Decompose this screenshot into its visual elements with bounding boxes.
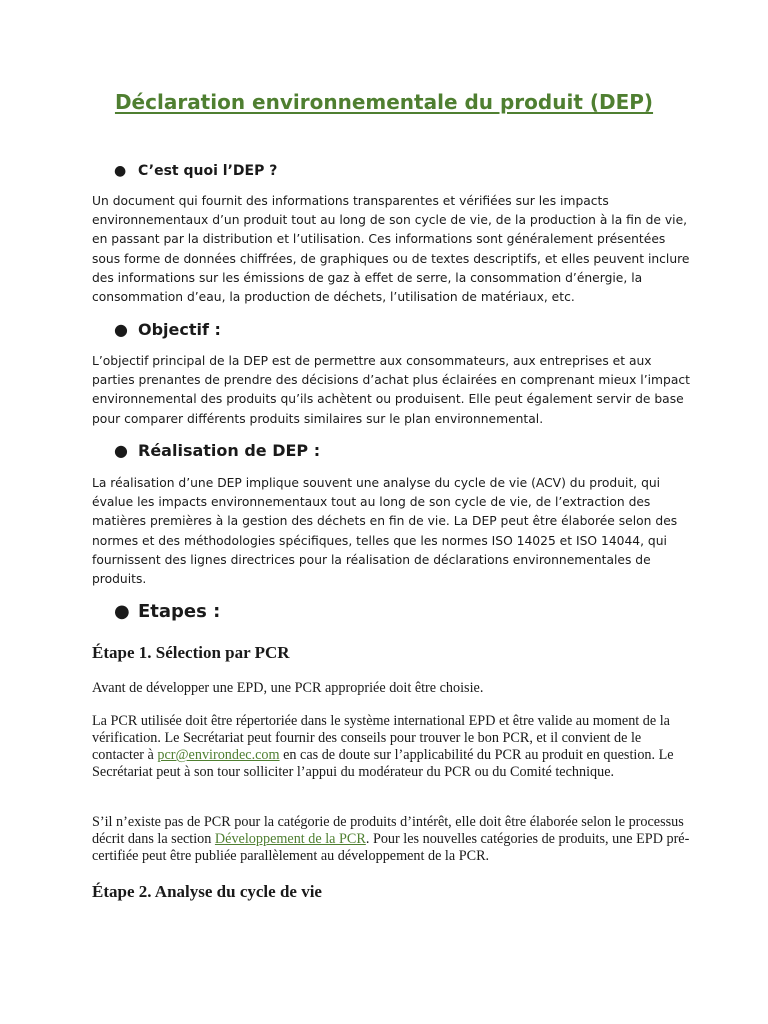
section-heading-realisation bbox=[114, 441, 320, 460]
email-link[interactable]: pcr@environdec.com bbox=[157, 747, 280, 763]
bullet-icon: ● bbox=[114, 601, 130, 622]
bullet-icon: ● bbox=[114, 320, 128, 339]
section-body-realisation: La réalisation d’une DEP implique souvent une analyse du cycle de vie (ACV) du produit, qui évalue les impacts environnementaux tout au long de son cycle de vie, de l’extraction des matières premières à la gestion des déchets en fin de vie. La DEP peut être élaborée selon des normes et des méthodologies spécifiques, telles que les normes ISO 14025 et ISO 14044, qui fournissent des lignes directrices pour la réalisation de déclarations environnementales de produits. bbox=[92, 476, 678, 587]
section-heading-label: C’est quoi l’DEP ? bbox=[138, 163, 278, 179]
step-2-heading: Étape 2. Analyse du cycle de vie bbox=[92, 882, 322, 901]
bullet-icon: ● bbox=[114, 441, 128, 460]
section-body-objectif: L’objectif principal de la DEP est de permettre aux consommateurs, aux entreprises et aux parties prenantes de prendre des décisions d’achat plus éclairées en comprenant mieux l’impact environnemental des produits qu’ils achètent ou produisent. Elle peut également servir de base pour comparer différents produits similaires sur le plan environnemental. bbox=[92, 354, 690, 426]
section-heading-label: Réalisation de DEP : bbox=[138, 441, 321, 460]
paragraph-text: . Pour les nouvelles catégories de produits, une EPD pré-certifiée peut être publiée parallèlement au développement de la PCR. bbox=[92, 831, 690, 864]
paragraph-text: La PCR utilisée doit être répertoriée dans le système international EPD et être valide au moment de la vérification. Le Secrétariat peut fournir des conseils pour trouver le bon PCR, et il convient de le contacter à bbox=[92, 713, 670, 763]
section-heading-etapes bbox=[114, 601, 220, 622]
step-1-paragraph-3 bbox=[92, 814, 692, 865]
paragraph-text: en cas de doute sur l’applicabilité du PCR au produit en question. Le Secrétariat peut à son tour solliciter l’appui du modérateur du PCR ou du Comité technique. bbox=[92, 747, 674, 780]
section-heading-label: Objectif : bbox=[138, 320, 221, 339]
section-body-what-is: Un document qui fournit des informations transparentes et vérifiées sur les impacts environnementaux d’un produit tout au long de son cycle de vie, de la production à la fin de vie, en passant par la distribution et l’utilisation. Ces informations sont généralement présentées sous forme de données chiffrées, de graphiques ou de textes descriptifs, et elles peuvent inclure des informations sur les émissions de gaz à effet de serre, la consommation d’énergie, la consommation d’eau, la production de déchets, l’utilisation de matériaux, etc. bbox=[92, 194, 690, 305]
step-1-paragraph-1: Avant de développer une EPD, une PCR appropriée doit être choisie. bbox=[92, 680, 484, 696]
bullet-icon: ● bbox=[114, 163, 127, 179]
paragraph-text: S’il n’existe pas de PCR pour la catégorie de produits d’intérêt, elle doit être élaborée selon le processus décrit dans la section bbox=[92, 814, 684, 847]
section-heading-objectif bbox=[114, 320, 221, 339]
section-heading-label: Etapes : bbox=[138, 601, 221, 622]
section-heading-what-is bbox=[114, 163, 277, 179]
step-1-paragraph-2 bbox=[92, 713, 692, 781]
step-1-heading: Étape 1. Sélection par PCR bbox=[92, 643, 290, 662]
page-title: Déclaration environnementale du produit (DEP) bbox=[114, 90, 654, 114]
pcr-development-link[interactable]: Développement de la PCR bbox=[214, 831, 366, 847]
